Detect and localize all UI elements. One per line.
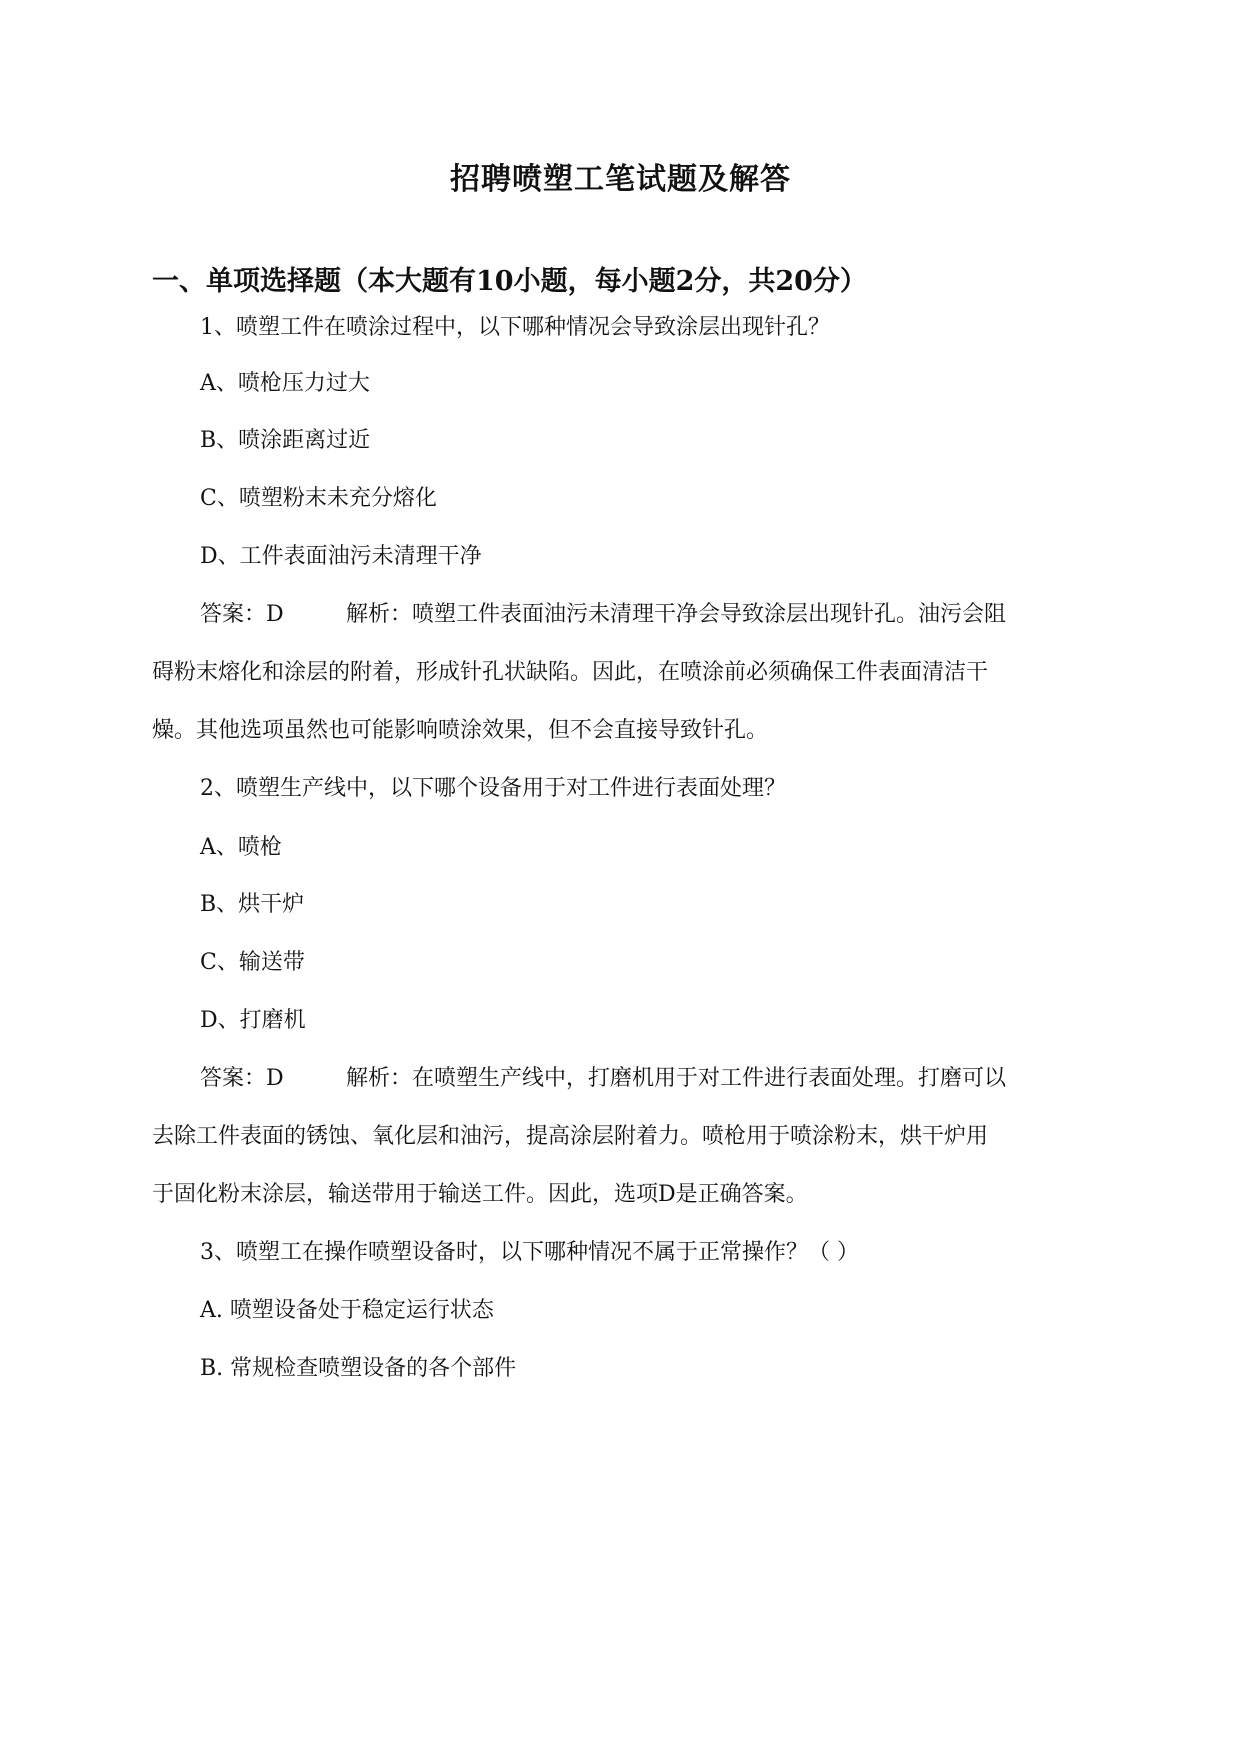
question-stem: 2、喷塑生产线中，以下哪个设备用于对工件进行表面处理？ xyxy=(200,776,786,801)
analysis-text: 燥。其他选项虽然也可能影响喷涂效果，但不会直接导致针孔。 xyxy=(152,718,769,743)
document-title: 招聘喷塑工笔试题及解答 xyxy=(450,162,791,197)
option-c: C、输送带 xyxy=(200,950,305,975)
answer-label: 答案：D xyxy=(200,1066,284,1091)
analysis-text: 解析：在喷塑生产线中，打磨机用于对工件进行表面处理。打磨可以 xyxy=(346,1066,1007,1091)
option-b: B、喷涂距离过近 xyxy=(200,428,371,453)
analysis-text: 碍粉末熔化和涂层的附着，形成针孔状缺陷。因此，在喷涂前必须确保工件表面清洁干 xyxy=(152,660,989,685)
option-a: A. 喷塑设备处于稳定运行状态 xyxy=(200,1298,494,1323)
option-d: D、打磨机 xyxy=(200,1008,306,1033)
answer-line xyxy=(200,599,1100,631)
option-b: B、烘干炉 xyxy=(200,892,305,917)
option-c: C、喷塑粉末未充分熔化 xyxy=(200,486,437,511)
option-a: A、喷枪压力过大 xyxy=(200,371,370,396)
analysis-text: 于固化粉末涂层，输送带用于输送工件。因此，选项D是正确答案。 xyxy=(152,1182,808,1207)
section-heading: 一、单项选择题（本大题有10小题，每小题2分，共20分） xyxy=(152,266,867,297)
question-stem: 3、喷塑工在操作喷塑设备时，以下哪种情况不属于正常操作？（ ） xyxy=(200,1240,859,1265)
option-b: B. 常规检查喷塑设备的各个部件 xyxy=(200,1356,517,1381)
option-d: D、工件表面油污未清理干净 xyxy=(200,544,482,569)
analysis-text: 解析：喷塑工件表面油污未清理干净会导致涂层出现针孔。油污会阻 xyxy=(346,602,1007,627)
answer-label: 答案：D xyxy=(200,602,284,627)
answer-line xyxy=(200,1063,1100,1095)
question-stem: 1、喷塑工件在喷涂过程中，以下哪种情况会导致涂层出现针孔？ xyxy=(200,315,830,340)
option-a: A、喷枪 xyxy=(200,835,282,860)
analysis-text: 去除工件表面的锈蚀、氧化层和油污，提高涂层附着力。喷枪用于喷涂粉末，烘干炉用 xyxy=(152,1124,989,1149)
